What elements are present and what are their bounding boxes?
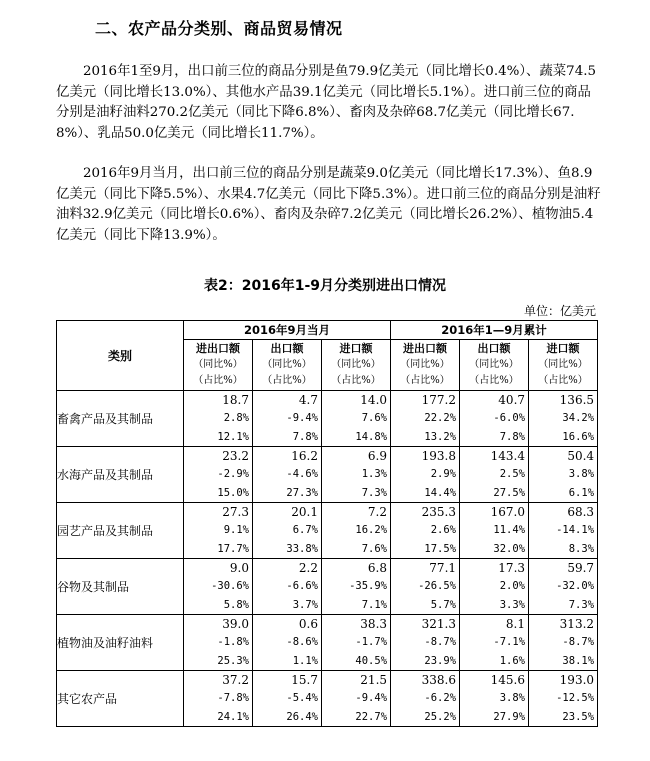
yoy-change: -32.0% bbox=[556, 580, 595, 593]
share-percent: 33.8% bbox=[286, 542, 318, 555]
yoy-change: -4.6% bbox=[286, 468, 318, 481]
share-percent: 1.6% bbox=[499, 654, 526, 667]
share-percent: 7.3% bbox=[361, 486, 388, 499]
yoy-change: 2.0% bbox=[499, 580, 526, 593]
table-row bbox=[57, 447, 598, 503]
amount-value: 145.6 bbox=[490, 673, 526, 688]
amount-value: 14.0 bbox=[360, 393, 388, 408]
value-cell bbox=[322, 671, 391, 727]
share-percent: 3.3% bbox=[499, 598, 526, 611]
table-row bbox=[57, 615, 598, 671]
group-header-ytd: 2016年1—9月累计 bbox=[391, 321, 598, 340]
table-row bbox=[57, 391, 598, 447]
share-percent: 32.0% bbox=[493, 542, 526, 555]
amount-value: 40.7 bbox=[498, 393, 526, 408]
share-percent: 17.5% bbox=[424, 542, 457, 555]
amount-value: 338.6 bbox=[421, 673, 457, 688]
value-cell bbox=[529, 391, 598, 447]
share-percent: 7.8% bbox=[499, 430, 526, 443]
share-percent: 5.8% bbox=[223, 598, 249, 611]
column-header bbox=[460, 340, 529, 391]
share-percent: 8.3% bbox=[568, 542, 595, 555]
table-title: 表2：2016年1-9月分类别进出口情况 bbox=[204, 278, 446, 294]
value-cell bbox=[391, 503, 460, 559]
value-cell bbox=[460, 671, 529, 727]
column-header bbox=[184, 340, 253, 391]
value-cell bbox=[391, 615, 460, 671]
group-header-september: 2016年9月当月 bbox=[184, 321, 391, 340]
yoy-change: -7.8% bbox=[217, 692, 249, 705]
column-header-note: （占比%） bbox=[400, 375, 450, 386]
column-header-note: （占比%） bbox=[538, 375, 588, 386]
amount-value: 6.9 bbox=[367, 449, 388, 464]
yoy-change: 2.8% bbox=[223, 412, 249, 425]
share-percent: 7.8% bbox=[292, 430, 318, 443]
amount-value: 143.4 bbox=[490, 449, 526, 464]
amount-value: 235.3 bbox=[421, 505, 457, 520]
yoy-change: -2.9% bbox=[217, 468, 249, 481]
value-cell bbox=[184, 671, 253, 727]
amount-value: 8.1 bbox=[505, 617, 526, 632]
share-percent: 3.7% bbox=[292, 598, 318, 611]
share-percent: 17.7% bbox=[217, 542, 249, 555]
value-cell bbox=[322, 447, 391, 503]
category-name: 水海产品及其制品 bbox=[57, 447, 184, 503]
yoy-change: -5.4% bbox=[286, 692, 318, 705]
column-header-title: 进口额 bbox=[546, 342, 580, 355]
category-name: 植物油及油籽油料 bbox=[57, 615, 184, 671]
value-cell bbox=[253, 447, 322, 503]
value-cell bbox=[322, 615, 391, 671]
yoy-change: -30.6% bbox=[211, 580, 249, 593]
column-header-title: 出口额 bbox=[270, 342, 304, 355]
yoy-change: -1.7% bbox=[355, 636, 388, 649]
yoy-change: 2.6% bbox=[430, 524, 457, 537]
value-cell bbox=[322, 391, 391, 447]
amount-value: 6.8 bbox=[367, 561, 388, 576]
yoy-change: -7.1% bbox=[493, 636, 526, 649]
amount-value: 7.2 bbox=[367, 505, 388, 520]
value-cell bbox=[253, 391, 322, 447]
yoy-change: -26.5% bbox=[418, 580, 457, 593]
share-percent: 23.9% bbox=[424, 654, 457, 667]
category-name: 园艺产品及其制品 bbox=[57, 503, 184, 559]
value-cell bbox=[253, 615, 322, 671]
column-header-title: 进出口额 bbox=[196, 342, 240, 355]
value-cell bbox=[184, 615, 253, 671]
amount-value: 193.8 bbox=[421, 449, 457, 464]
value-cell bbox=[529, 671, 598, 727]
share-percent: 5.7% bbox=[430, 598, 457, 611]
column-header-note: （同比%） bbox=[400, 359, 450, 370]
table-row bbox=[57, 559, 598, 615]
column-header-note: （同比%） bbox=[469, 359, 519, 370]
column-header bbox=[391, 340, 460, 391]
yoy-change: -8.7% bbox=[424, 636, 457, 649]
section-heading: 二、农产品分类别、商品贸易情况 bbox=[95, 19, 343, 38]
column-header-title: 进口额 bbox=[339, 342, 373, 355]
value-cell bbox=[184, 447, 253, 503]
amount-value: 27.3 bbox=[222, 505, 249, 520]
value-cell bbox=[253, 559, 322, 615]
share-percent: 13.2% bbox=[424, 430, 457, 443]
table-row bbox=[57, 671, 598, 727]
yoy-change: -14.1% bbox=[556, 524, 595, 537]
value-cell bbox=[391, 391, 460, 447]
column-header-note: （同比%） bbox=[538, 359, 588, 370]
column-header bbox=[529, 340, 598, 391]
value-cell bbox=[460, 391, 529, 447]
amount-value: 21.5 bbox=[360, 673, 388, 688]
yoy-change: 2.9% bbox=[430, 468, 457, 481]
share-percent: 27.3% bbox=[286, 486, 318, 499]
amount-value: 177.2 bbox=[421, 393, 457, 408]
column-header bbox=[322, 340, 391, 391]
value-cell bbox=[460, 503, 529, 559]
value-cell bbox=[460, 447, 529, 503]
value-cell bbox=[184, 391, 253, 447]
amount-value: 77.1 bbox=[429, 561, 457, 576]
amount-value: 2.2 bbox=[298, 561, 318, 576]
amount-value: 39.0 bbox=[222, 617, 249, 632]
amount-value: 38.3 bbox=[360, 617, 388, 632]
amount-value: 68.3 bbox=[567, 505, 595, 520]
yoy-change: 1.3% bbox=[361, 468, 388, 481]
yoy-change: -9.4% bbox=[286, 412, 318, 425]
value-cell bbox=[184, 559, 253, 615]
share-percent: 25.3% bbox=[217, 654, 249, 667]
share-percent: 23.5% bbox=[562, 710, 595, 723]
yoy-change: 9.1% bbox=[223, 524, 249, 537]
share-percent: 6.1% bbox=[568, 486, 595, 499]
yoy-change: -8.6% bbox=[286, 636, 318, 649]
value-cell bbox=[391, 671, 460, 727]
share-percent: 14.8% bbox=[355, 430, 388, 443]
category-name: 畜禽产品及其制品 bbox=[57, 391, 184, 447]
share-percent: 26.4% bbox=[286, 710, 318, 723]
value-cell bbox=[391, 447, 460, 503]
yoy-change: 34.2% bbox=[562, 412, 595, 425]
paragraph-september: 2016年9月当月，出口前三位的商品分别是蔬菜9.0亿美元（同比增长17.3%）、鱼8.9亿美元（同比下降5.5%）、水果4.7亿美元（同比下降5.3%）。进口前三位的商品分别是油籽油料32.9亿美元（同比增长0.6%）、畜肉及杂碎7.2亿美元（同比增长26.2%）、植物油5.4亿美元（同比下降13.9%）。 bbox=[56, 166, 601, 243]
unit-label: 单位：亿美元 bbox=[523, 304, 596, 318]
share-percent: 7.6% bbox=[361, 542, 388, 555]
column-header-title: 出口额 bbox=[477, 342, 511, 355]
yoy-change: 11.4% bbox=[493, 524, 526, 537]
share-percent: 40.5% bbox=[355, 654, 388, 667]
column-header-note: （占比%） bbox=[331, 375, 381, 386]
value-cell bbox=[391, 559, 460, 615]
table-row bbox=[57, 503, 598, 559]
value-cell bbox=[529, 503, 598, 559]
yoy-change: -9.4% bbox=[355, 692, 388, 705]
amount-value: 136.5 bbox=[559, 393, 595, 408]
share-percent: 7.3% bbox=[568, 598, 595, 611]
yoy-change: 3.8% bbox=[499, 692, 526, 705]
column-header-title: 进出口额 bbox=[403, 342, 448, 355]
share-percent: 24.1% bbox=[217, 710, 249, 723]
share-percent: 15.0% bbox=[217, 486, 249, 499]
paragraph-ytd: 2016年1至9月，出口前三位的商品分别是鱼79.9亿美元（同比增长0.4%）、蔬菜74.5亿美元（同比增长13.0%）、其他水产品39.1亿美元（同比增长5.1%）。进口前三位的商品分别是油籽油料270.2亿美元（同比下降6.8%）、畜肉及杂碎68.7亿美元（同比增长67.8%）、乳品50.0亿美元（同比增长11.7%）。 bbox=[56, 64, 597, 141]
amount-value: 4.7 bbox=[298, 393, 318, 408]
column-header-note: （占比%） bbox=[262, 375, 312, 386]
share-percent: 16.6% bbox=[562, 430, 595, 443]
amount-value: 20.1 bbox=[291, 505, 318, 520]
value-cell bbox=[322, 503, 391, 559]
share-percent: 25.2% bbox=[424, 710, 457, 723]
amount-value: 59.7 bbox=[567, 561, 595, 576]
yoy-change: -6.6% bbox=[286, 580, 318, 593]
category-name: 谷物及其制品 bbox=[57, 559, 184, 615]
table-body bbox=[57, 391, 598, 727]
share-percent: 22.7% bbox=[355, 710, 388, 723]
amount-value: 313.2 bbox=[559, 617, 595, 632]
share-percent: 12.1% bbox=[217, 430, 249, 443]
column-header-note: （同比%） bbox=[262, 359, 312, 370]
amount-value: 17.3 bbox=[498, 561, 526, 576]
value-cell bbox=[529, 447, 598, 503]
yoy-change: -8.7% bbox=[562, 636, 595, 649]
yoy-change: -12.5% bbox=[556, 692, 595, 705]
column-header-note: （同比%） bbox=[193, 359, 243, 370]
amount-value: 16.2 bbox=[291, 449, 318, 464]
yoy-change: 6.7% bbox=[292, 524, 318, 537]
column-header-note: （同比%） bbox=[331, 359, 381, 370]
yoy-change: 3.8% bbox=[568, 468, 595, 481]
value-cell bbox=[529, 615, 598, 671]
amount-value: 15.7 bbox=[291, 673, 318, 688]
yoy-change: -35.9% bbox=[349, 580, 388, 593]
amount-value: 9.0 bbox=[229, 561, 249, 576]
share-percent: 27.5% bbox=[493, 486, 526, 499]
share-percent: 27.9% bbox=[493, 710, 526, 723]
amount-value: 167.0 bbox=[490, 505, 526, 520]
share-percent: 1.1% bbox=[292, 654, 318, 667]
value-cell bbox=[460, 559, 529, 615]
amount-value: 0.6 bbox=[298, 617, 318, 632]
column-header-note: （占比%） bbox=[469, 375, 519, 386]
category-name: 其它农产品 bbox=[57, 671, 184, 727]
share-percent: 14.4% bbox=[424, 486, 457, 499]
amount-value: 50.4 bbox=[567, 449, 595, 464]
yoy-change: 7.6% bbox=[361, 412, 388, 425]
amount-value: 193.0 bbox=[559, 673, 595, 688]
category-header: 类别 bbox=[57, 321, 184, 391]
yoy-change: 16.2% bbox=[355, 524, 388, 537]
value-cell bbox=[253, 671, 322, 727]
value-cell bbox=[460, 615, 529, 671]
yoy-change: 22.2% bbox=[424, 412, 457, 425]
amount-value: 321.3 bbox=[421, 617, 457, 632]
yoy-change: -1.8% bbox=[217, 636, 249, 649]
value-cell bbox=[253, 503, 322, 559]
share-percent: 7.1% bbox=[361, 598, 388, 611]
value-cell bbox=[184, 503, 253, 559]
value-cell bbox=[322, 559, 391, 615]
amount-value: 18.7 bbox=[222, 393, 249, 408]
column-header bbox=[253, 340, 322, 391]
value-cell bbox=[529, 559, 598, 615]
amount-value: 23.2 bbox=[222, 449, 249, 464]
yoy-change: -6.0% bbox=[493, 412, 526, 425]
yoy-change: -6.2% bbox=[424, 692, 457, 705]
trade-table bbox=[56, 320, 598, 727]
share-percent: 38.1% bbox=[562, 654, 595, 667]
yoy-change: 2.5% bbox=[499, 468, 526, 481]
column-header-note: （占比%） bbox=[193, 375, 243, 386]
amount-value: 37.2 bbox=[222, 673, 249, 688]
